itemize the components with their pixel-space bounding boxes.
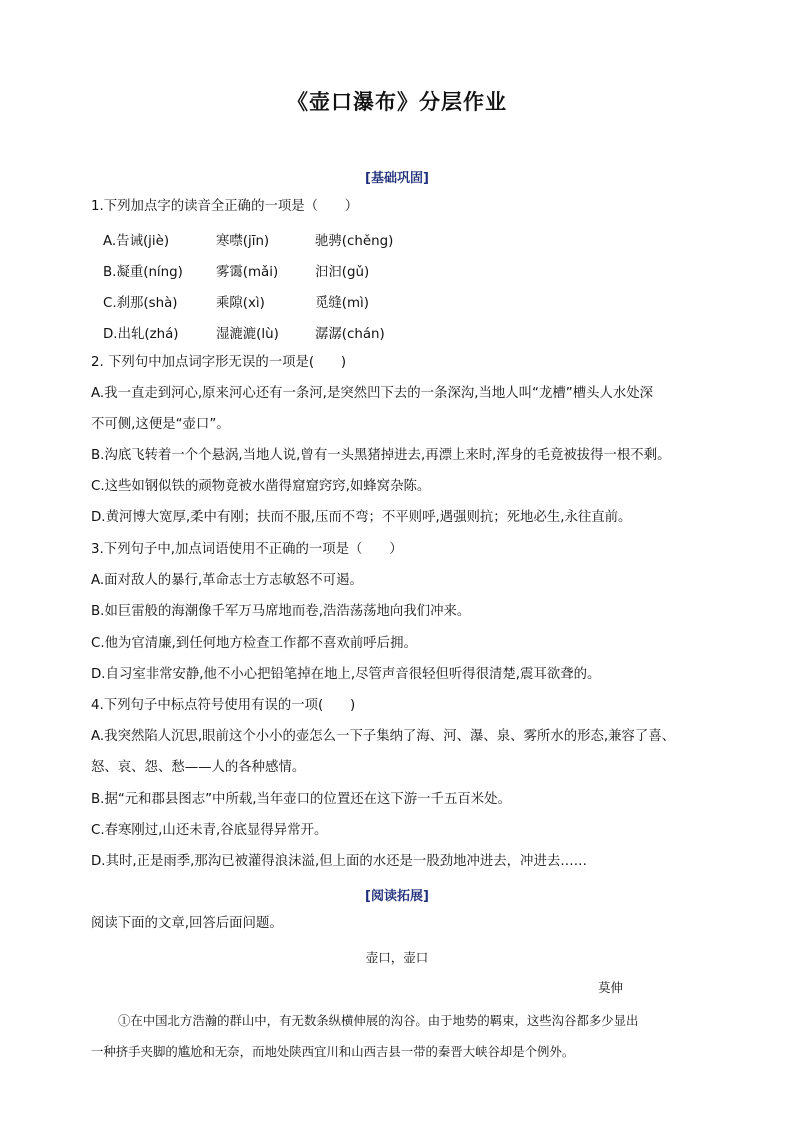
- q1-a-word2: 寒噤(jīn): [216, 234, 270, 249]
- paragraph-1-line-1: ①在中国北方浩瀚的群山中，有无数条纵横伸展的沟谷。由于地势的羁束，这些沟谷都多少显出: [118, 1013, 639, 1028]
- q4-option-c: C.春寒刚过,山还未青,谷底显得异常开。: [91, 823, 328, 838]
- q4-stem: 4.下列句子中标点符号使用有误的一项( ): [91, 698, 356, 713]
- q1-d-word3: 潺潺(chán): [315, 327, 385, 342]
- q1-a-word3: 驰骋(chěng): [315, 234, 394, 249]
- q1-d-word2: 湿漉漉(lù): [216, 327, 279, 342]
- section-heading-basics: [基础巩固]: [365, 171, 429, 186]
- q4-option-d: D.其时,正是雨季,那沟已被灌得浪沫溢,但上面的水还是一股劲地冲进去，冲进去……: [91, 854, 588, 869]
- q4-option-a-line1: A.我突然陷人沉思,眼前这个小小的壶怎么一下子集纳了海、河、瀑、泉、雾所水的形态,兼容了喜、: [91, 729, 676, 744]
- q3-option-b: B.如巨雷般的海潮像千军万马席地而卷,浩浩荡荡地向我们冲来。: [91, 604, 471, 619]
- q3-option-d: D.自习室非常安静,他不小心把铅笔掉在地上,尽管声音很轻但听得很清楚,震耳欲聋的。: [91, 667, 601, 682]
- q2-option-c: C.这些如钢似铁的顽物竟被水凿得窟窟窍窍,如蜂窝杂陈。: [91, 479, 431, 494]
- q4-option-b: B.据“元和郡县图志”中所载,当年壶口的位置还在这下游一千五百米处。: [91, 792, 511, 807]
- q1-stem: 1.下列加点字的读音全正确的一项是（ ）: [91, 199, 359, 214]
- article-title: 壶口，壶口: [365, 950, 429, 965]
- q2-stem: 2. 下列句中加点词字形无误的一项是( ): [91, 355, 347, 370]
- q1-b-word3: 汩汩(gǔ): [315, 265, 370, 280]
- article-author: 莫伸: [598, 980, 624, 995]
- q1-c-word1: C.刹那(shà): [103, 296, 178, 311]
- q3-option-c: C.他为官清廉,到任何地方检查工作都不喜欢前呼后拥。: [91, 636, 417, 651]
- q2-option-a-line2: 不可侧,这便是“壶口”。: [91, 417, 230, 432]
- q1-c-word2: 乘隙(xì): [216, 296, 265, 311]
- q3-stem: 3.下列句子中,加点词语使用不正确的一项是（ ）: [91, 542, 403, 557]
- q1-a-word1: A.告诫(jiè): [103, 234, 170, 249]
- q1-d-word1: D.出轧(zhá): [103, 327, 179, 342]
- q1-b-word1: B.凝重(níng): [103, 265, 183, 280]
- section-heading-reading: [阅读拓展]: [365, 889, 429, 904]
- q4-option-a-line2: 怒、哀、怨、愁——人的各种感情。: [91, 760, 306, 775]
- reading-intro: 阅读下面的文章,回答后面问题。: [91, 916, 283, 931]
- q2-option-d: D.黄河博大宽厚,柔中有刚；扶而不服,压而不弯；不平则呼,遇强则抗；死地必生,永往直前。: [91, 510, 632, 525]
- q3-option-a: A.面对敌人的暴行,革命志士方志敏怒不可遏。: [91, 573, 363, 588]
- q1-c-word3: 觅缝(mì): [315, 296, 369, 311]
- paragraph-1-line-2: 一种挤手夹脚的尴尬和无奈，而地处陕西宜川和山西吉县一带的秦晋大峡谷却是个例外。: [91, 1044, 575, 1059]
- q2-option-b: B.沟底飞转着一个个悬涡,当地人说,曾有一头黑猪掉进去,再漂上来时,浑身的毛竟被拔得一根不剩。: [91, 448, 671, 463]
- q2-option-a-line1: A.我一直走到河心,原来河心还有一条河,是突然凹下去的一条深沟,当地人叫“龙槽”槽头人水处深: [91, 386, 654, 401]
- q1-b-word2: 雾霭(mǎi): [216, 265, 279, 280]
- page-title: 《壶口瀑布》分层作业: [287, 90, 507, 114]
